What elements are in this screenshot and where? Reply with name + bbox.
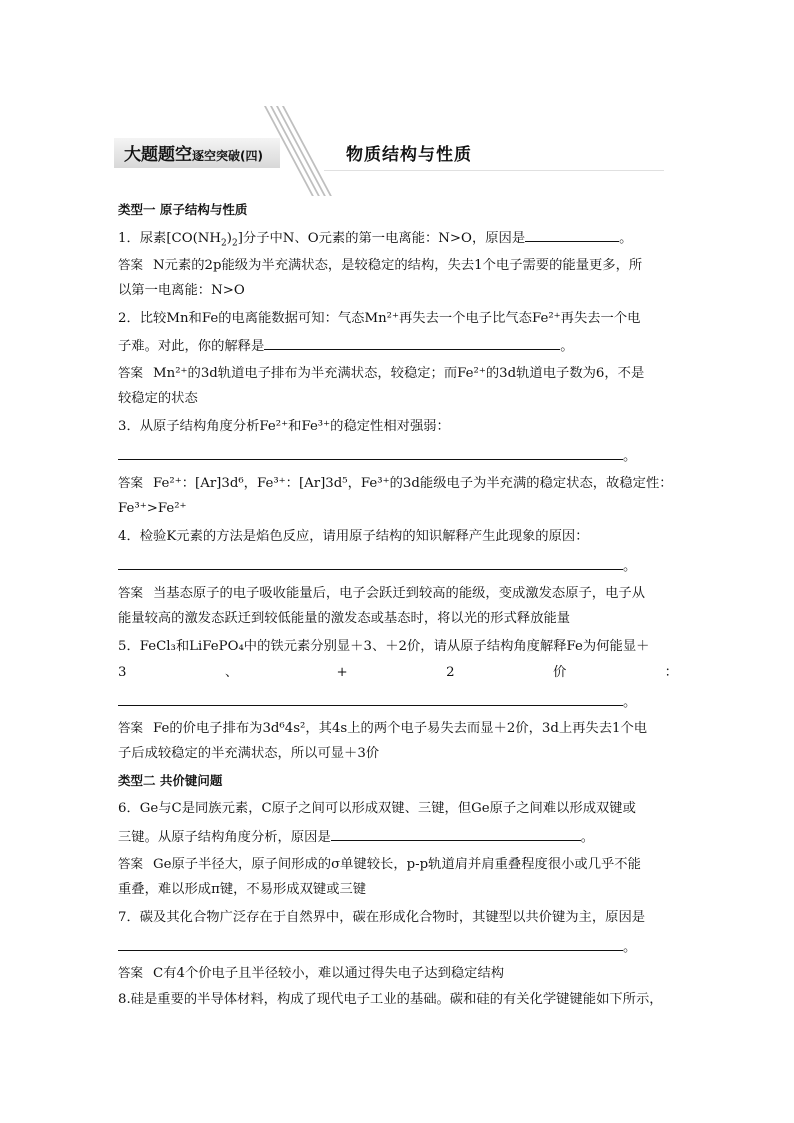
section-heading: 类型二 共价键问题: [118, 773, 223, 788]
section-heading: 类型一 原子结构与性质: [118, 202, 248, 217]
text: 价: [552, 665, 567, 680]
answer-blank[interactable]: [118, 936, 623, 951]
text: 。: [619, 231, 633, 246]
answer-3-cont: Fe³⁺>Fe²⁺: [118, 501, 187, 516]
question-3: 3．从原子结构角度分析Fe²⁺和Fe³⁺的稳定性相对强弱：: [118, 419, 450, 434]
header-rule: [324, 170, 664, 171]
text: 当基态原子的电子吸收能量后，电子会跃迁到较高的能级，变成激发态原子，电子从: [153, 586, 645, 601]
page-title: 物质结构与性质: [346, 145, 472, 165]
question-1: [118, 227, 678, 247]
subscript: 2: [221, 238, 227, 249]
text: N元素的2p能级为半充满状态，是较稳定的结构，失去1个电子需要的能量更多，所: [153, 258, 643, 273]
answer-label: 答案: [118, 965, 144, 980]
answer-label: 答案: [118, 585, 144, 600]
question-5-cont: [118, 663, 678, 683]
answer-label: 答案: [118, 365, 144, 380]
header-label: [124, 140, 263, 165]
answer-3: [118, 473, 678, 493]
section-header: [114, 106, 674, 196]
text: 。: [623, 695, 637, 710]
answer-label: 答案: [118, 257, 144, 272]
text: 2: [446, 665, 455, 680]
question-6: 6．Ge与C是同族元素，C原子之间可以形成双键、三键，但Ge原子之间难以形成双键或: [118, 801, 636, 816]
subscript: 2: [231, 238, 238, 249]
question-2: 2．比较Mn和Fe的电离能数据可知：气态Mn²⁺再失去一个电子比气态Fe²⁺再失去一个电: [118, 311, 641, 326]
header-label-sub: 逐空突破(四): [192, 149, 263, 163]
text: +: [336, 665, 348, 680]
answer-label: 答案: [118, 475, 144, 490]
answer-2: [118, 363, 678, 383]
text: 。: [623, 940, 637, 955]
answer-blank[interactable]: [118, 691, 623, 706]
answer-label: 答案: [118, 720, 144, 735]
text: ]分子中N、O元素的第一电离能：N>O，原因是: [237, 231, 526, 246]
question-8: 8.硅是重要的半导体材料，构成了现代电子工业的基础。碳和硅的有关化学键键能如下所示，: [118, 992, 663, 1007]
text: 、: [224, 665, 239, 680]
question-2-cont: [118, 335, 678, 355]
answer-1-cont: 以第一电离能：N>O: [118, 283, 245, 298]
text: Ge原子半径大，原子间形成的σ单键较长，p-p轨道肩并肩重叠程度很小或几乎不能: [153, 857, 641, 872]
text: Fe²⁺：[Ar]3d⁶，Fe³⁺：[Ar]3d⁵，Fe³⁺的3d能级电子为半充满的稳定状态，故稳定性：: [153, 476, 673, 491]
question-7-blank-line: [118, 936, 678, 956]
text: 。: [623, 449, 637, 464]
answer-5-cont: 子后成较稳定的半充满状态，所以可显＋3价: [118, 746, 380, 761]
answer-1: [118, 255, 678, 275]
answer-4-cont: 能量较高的激发态跃迁到较低能量的激发态或基态时，将以光的形式释放能量: [118, 611, 571, 626]
text: 3: [118, 665, 127, 680]
text: ): [226, 231, 232, 246]
answer-blank[interactable]: [525, 227, 619, 242]
answer-6-cont: 重叠，难以形成π键，不易形成双键或三键: [118, 882, 367, 897]
text: 。: [623, 559, 637, 574]
text: 1．尿素[CO(NH: [118, 231, 222, 246]
question-4: 4．检验K元素的方法是焰色反应，请用原子结构的知识解释产生此现象的原因：: [118, 529, 589, 544]
header-label-main: 大题题空: [124, 145, 192, 165]
header-stripe: [276, 106, 326, 196]
answer-blank[interactable]: [118, 555, 623, 570]
question-7: 7．碳及其化合物广泛存在于自然界中，碳在形成化合物时，其键型以共价键为主，原因是: [118, 910, 646, 925]
text: C有4个价电子且半径较小，难以通过得失电子达到稳定结构: [153, 966, 505, 981]
answer-label: 答案: [118, 856, 144, 871]
question-3-blank-line: [118, 445, 678, 465]
answer-7: [118, 963, 678, 983]
question-4-blank-line: [118, 555, 678, 575]
answer-5: [118, 718, 678, 738]
answer-blank[interactable]: [118, 445, 623, 460]
question-6-cont: [118, 826, 678, 846]
text: 。: [580, 830, 595, 845]
text: 三键。从原子结构角度分析，原因是: [118, 830, 331, 845]
text: Fe的价电子排布为3d⁶4s²，其4s上的两个电子易失去而显＋2价，3d上再失去1个电: [153, 721, 648, 736]
question-5-blank-line: [118, 691, 678, 711]
text: 。: [560, 339, 574, 354]
answer-4: [118, 583, 678, 603]
answer-blank[interactable]: [264, 335, 560, 350]
question-5: 5．FeCl₃和LiFePO₄中的铁元素分别显＋3、＋2价，请从原子结构角度解释Fe为何能显＋: [118, 639, 650, 654]
answer-blank[interactable]: [331, 826, 581, 841]
text: 子难。对此，你的解释是: [118, 339, 265, 354]
text: Mn²⁺的3d轨道电子排布为半充满状态，较稳定；而Fe²⁺的3d轨道电子数为6，不是: [153, 366, 645, 381]
answer-6: [118, 854, 678, 874]
text: ：: [664, 665, 678, 680]
answer-2-cont: 较稳定的状态: [118, 391, 198, 406]
